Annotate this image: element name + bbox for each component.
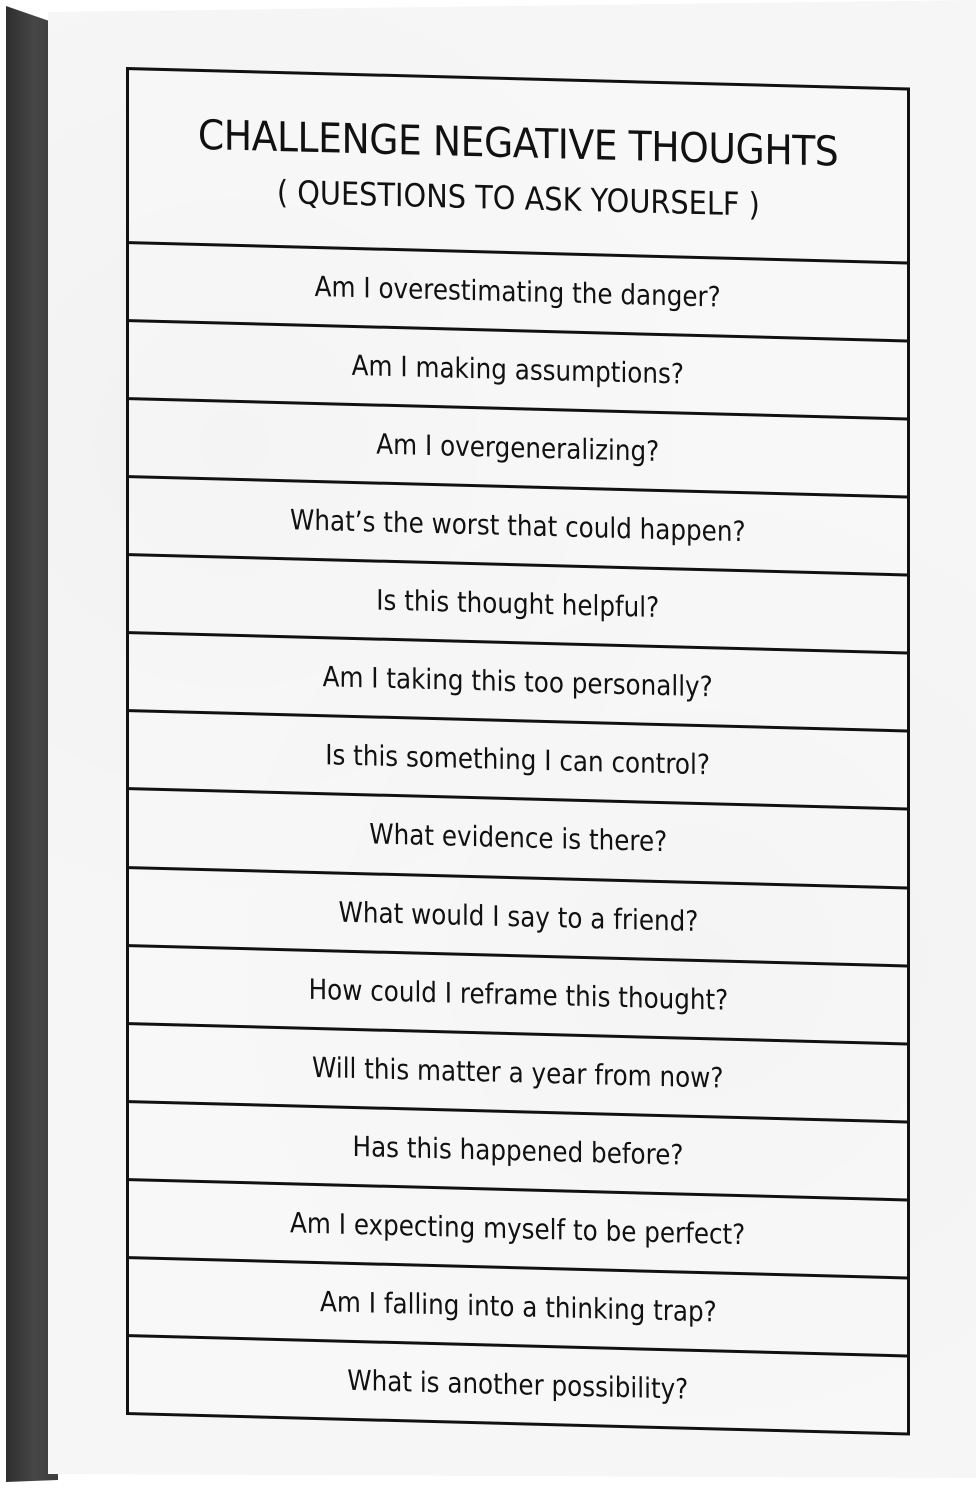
question-text: Is this something I can control?: [325, 738, 711, 782]
question-text: What’s the worst that could happen?: [290, 503, 746, 549]
question-text: Am I falling into a thinking trap?: [319, 1284, 717, 1329]
poster-header: [129, 70, 907, 264]
question-text: Am I making assumptions?: [351, 349, 685, 391]
poster-title: CHALLENGE NEGATIVE THOUGHTS: [197, 110, 839, 176]
questions-list: [129, 244, 907, 1432]
question-text: How could I reframe this thought?: [308, 972, 728, 1017]
question-text: Am I taking this too personally?: [322, 660, 714, 704]
question-text: Is this thought helpful?: [376, 583, 660, 625]
poster-subtitle: ( QUESTIONS TO ASK YOURSELF ): [276, 172, 760, 224]
questions-poster: [126, 67, 910, 1436]
question-text: Will this matter a year from now?: [312, 1050, 724, 1095]
question-text: Has this happened before?: [352, 1129, 684, 1172]
question-text: What evidence is there?: [369, 817, 667, 859]
question-text: Am I expecting myself to be perfect?: [290, 1206, 746, 1252]
question-text: What is another possibility?: [347, 1363, 689, 1406]
question-text: Am I overgeneralizing?: [376, 427, 660, 469]
question-text: Am I overestimating the danger?: [314, 269, 722, 314]
question-text: What would I say to a friend?: [338, 895, 698, 938]
